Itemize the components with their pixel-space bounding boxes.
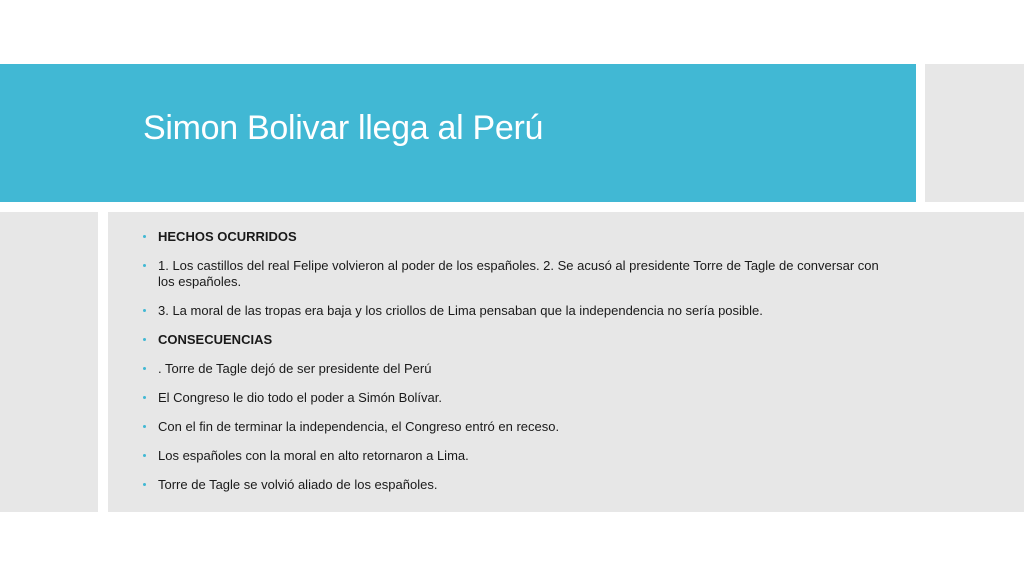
bullet-text: Torre de Tagle se volvió aliado de los españoles. [158, 477, 438, 492]
bullet-dot-icon [143, 367, 146, 370]
bullet-dot-icon [143, 396, 146, 399]
left-side-panel [0, 212, 98, 512]
bullet-text: 1. Los castillos del real Felipe volvieron al poder de los españoles. 2. Se acusó al presidente Torre de Tagle de conversar con los españoles. [158, 258, 879, 289]
bullet-item [143, 361, 893, 377]
bullet-text: Los españoles con la moral en alto retornaron a Lima. [158, 448, 469, 463]
bullet-text: Con el fin de terminar la independencia, el Congreso entró en receso. [158, 419, 560, 434]
bullet-item [143, 303, 893, 319]
bullet-dot-icon [143, 483, 146, 486]
slide-title: Simon Bolivar llega al Perú [143, 109, 544, 147]
bullet-text: El Congreso le dio todo el poder a Simón Bolívar. [158, 390, 443, 405]
bullet-dot-icon [143, 235, 146, 238]
bullet-dot-icon [143, 264, 146, 267]
bullet-list [143, 229, 893, 506]
bullet-dot-icon [143, 425, 146, 428]
bullet-item [143, 258, 893, 290]
bullet-dot-icon [143, 338, 146, 341]
bullet-dot-icon [143, 454, 146, 457]
bullet-text: 3. La moral de las tropas era baja y los criollos de Lima pensaban que la independencia no sería posible. [158, 303, 763, 318]
bullet-text: . Torre de Tagle dejó de ser presidente del Perú [158, 361, 432, 376]
bullet-text: CONSECUENCIAS [158, 332, 273, 347]
bullet-text: HECHOS OCURRIDOS [158, 229, 297, 244]
bullet-dot-icon [143, 309, 146, 312]
bullet-item [143, 390, 893, 406]
bullet-item [143, 477, 893, 493]
title-side-panel [925, 64, 1024, 202]
bullet-item [143, 419, 893, 435]
bullet-item-hechos-heading [143, 229, 893, 245]
bullet-item [143, 448, 893, 464]
bullet-item-consecuencias-heading [143, 332, 893, 348]
